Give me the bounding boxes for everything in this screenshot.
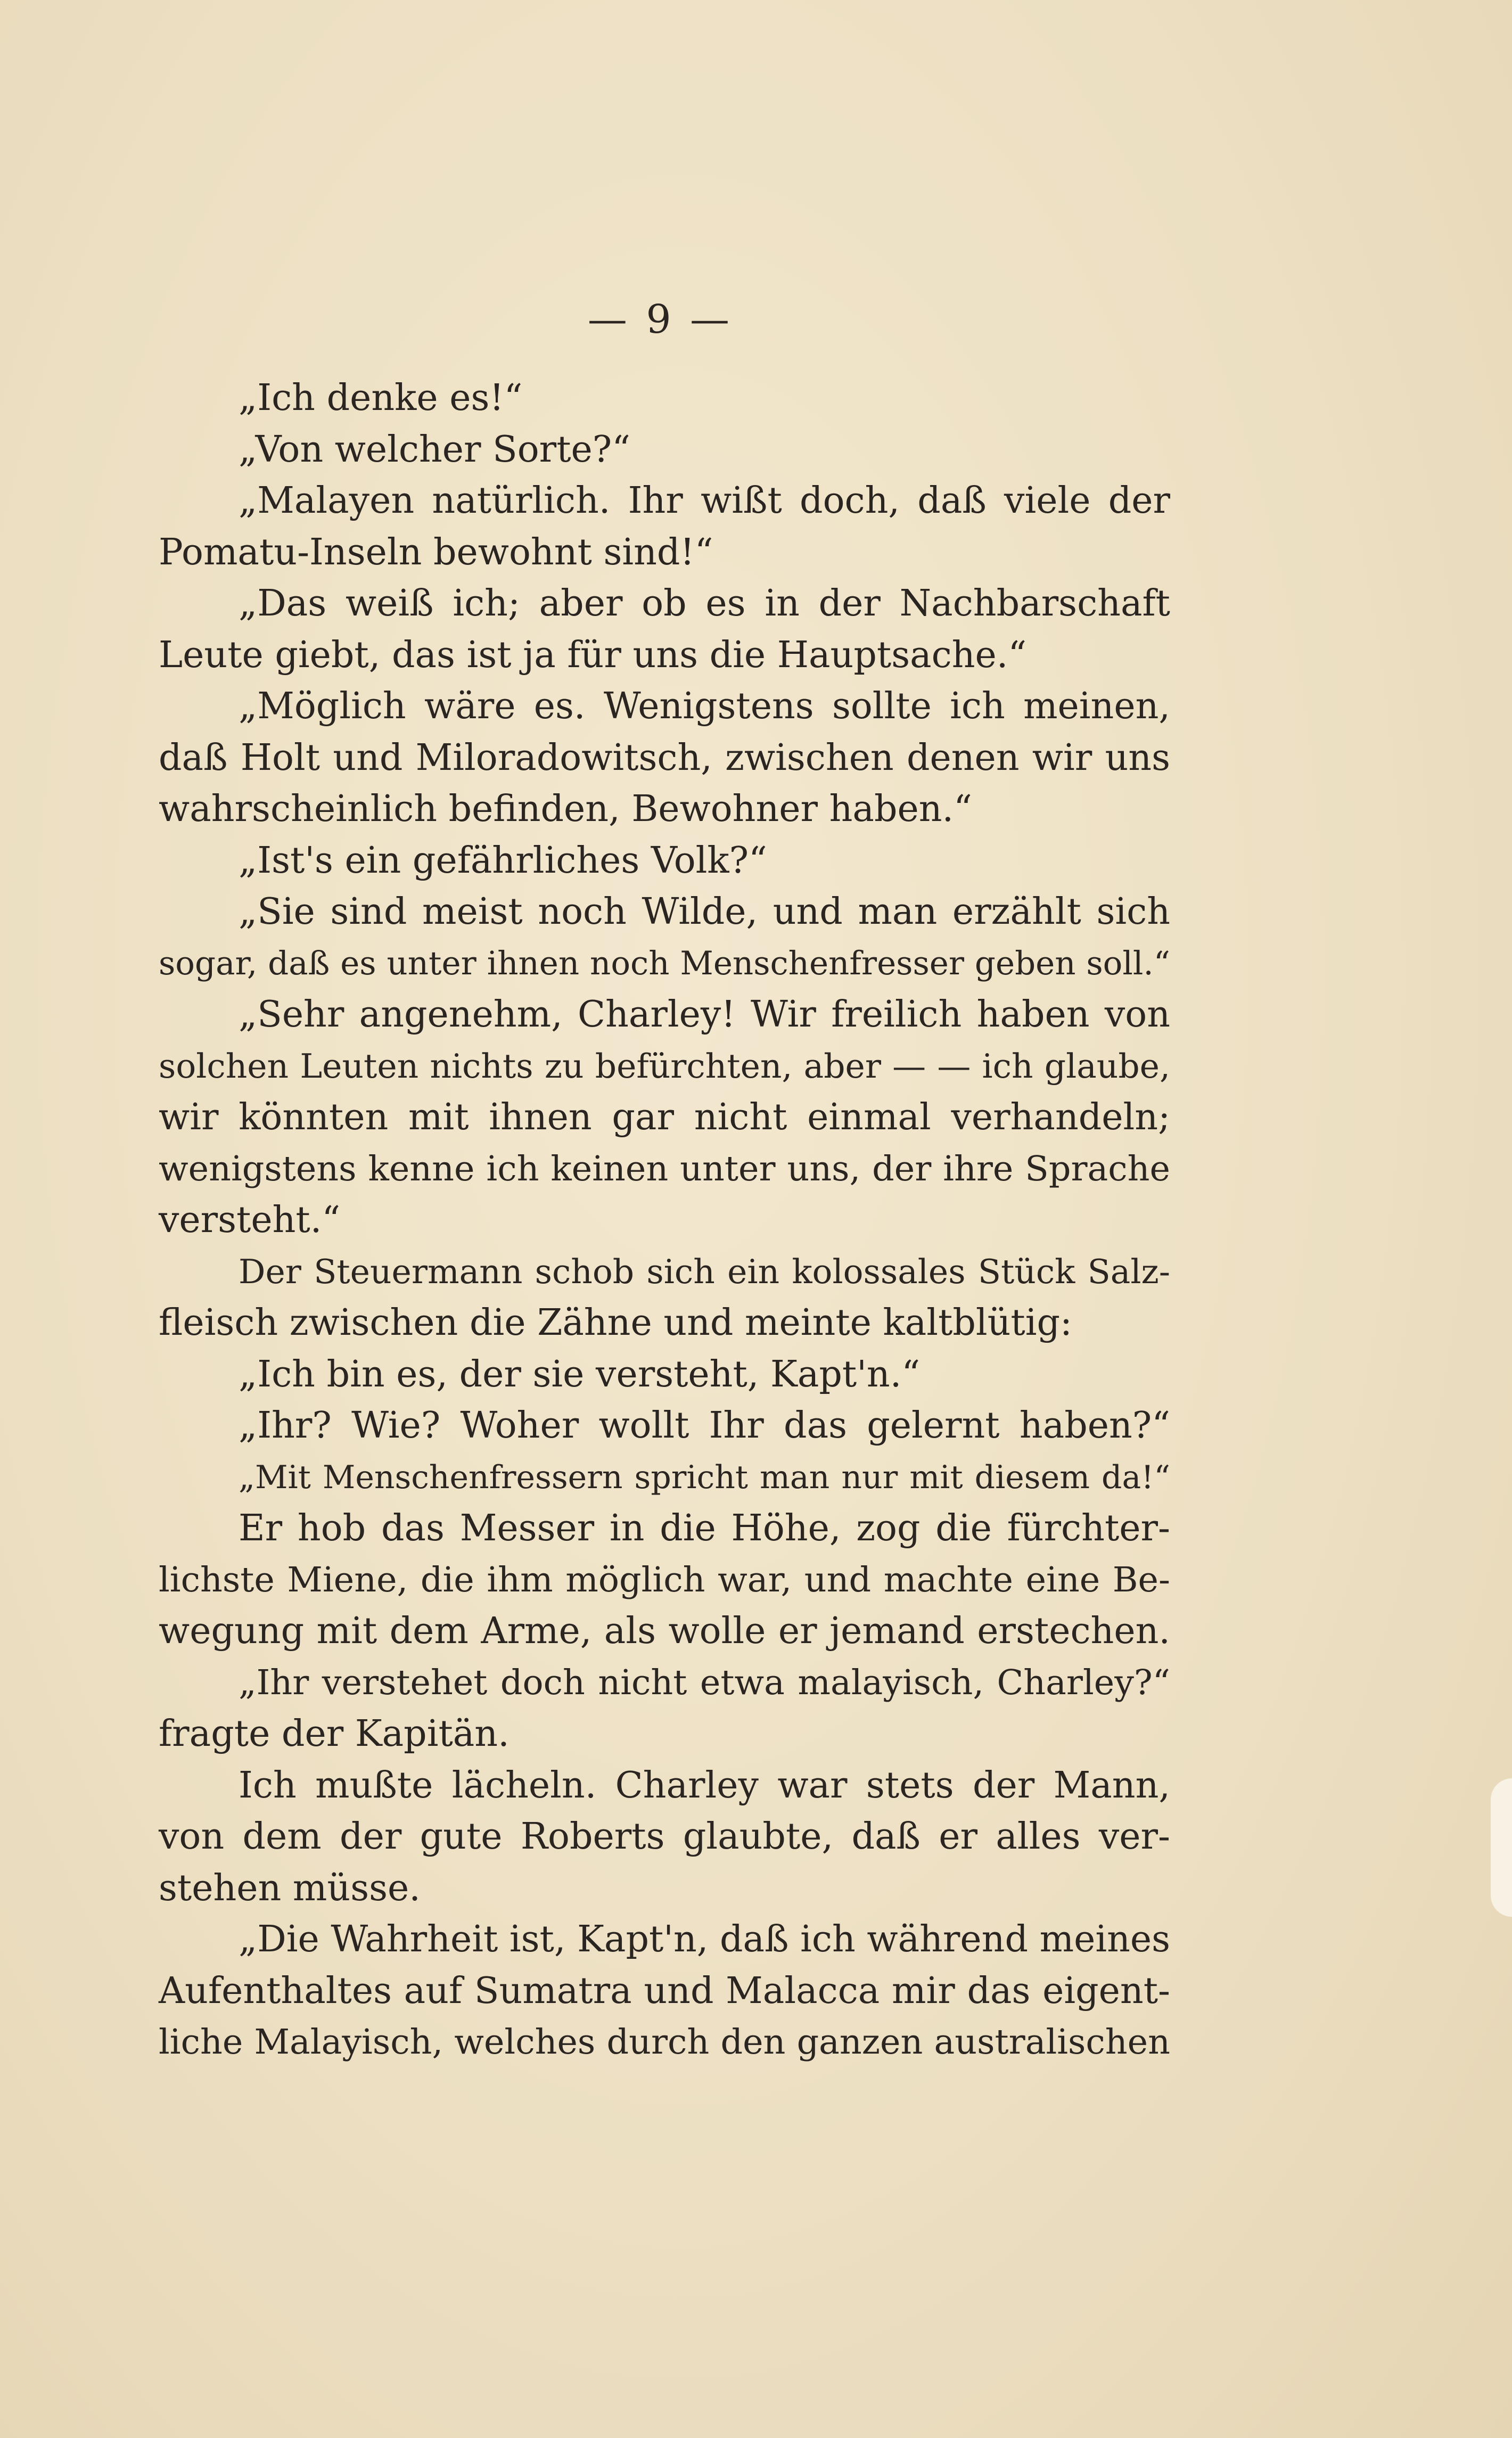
text-line: „Malayen natürlich. Ihr wißt doch, daß viele der xyxy=(239,480,1170,522)
text-line: „Sie sind meist noch Wilde, und man erzählt sich xyxy=(239,891,1170,933)
text-line: „Die Wahrheit ist, Kapt'n, daß ich während meines xyxy=(239,1918,1171,1960)
text-line: von dem der gute Roberts glaubte, daß er alles ver- xyxy=(159,1816,1170,1858)
text-line: wahrscheinlich befinden, Bewohner haben.“ xyxy=(159,788,972,830)
text-line: fragte der Kapitän. xyxy=(159,1713,510,1755)
text-line: „Mit Menschenfressern spricht man nur mit diesem da!“ xyxy=(239,1458,1170,1496)
page-number: — 9 — xyxy=(587,297,733,342)
text-line: Er hob das Messer in die Höhe, zog die fürchter- xyxy=(239,1507,1170,1549)
body-text xyxy=(159,373,1170,2068)
text-line: „Möglich wäre es. Wenigstens sollte ich meinen, xyxy=(239,685,1170,727)
text-line: „Von welcher Sorte?“ xyxy=(239,428,630,471)
text-line: lichste Miene, die ihm möglich war, und machte eine Be- xyxy=(159,1559,1170,1600)
text-line: liche Malayisch, welches durch den ganzen australischen xyxy=(159,2022,1170,2062)
text-line: „Das weiß ich; aber ob es in der Nachbarschaft xyxy=(239,582,1170,625)
text-line: sogar, daß es unter ihnen noch Menschenfresser geben soll.“ xyxy=(159,944,1170,982)
text-line: „Ihr verstehet doch nicht etwa malayisch, Charley?“ xyxy=(239,1662,1170,1703)
text-line: stehen müsse. xyxy=(159,1867,421,1909)
text-line: wegung mit dem Arme, als wolle er jemand erstechen. xyxy=(159,1610,1170,1652)
text-line: „Ich denke es!“ xyxy=(239,377,523,419)
text-line: fleisch zwischen die Zähne und meinte kaltblütig: xyxy=(159,1302,1072,1344)
text-line: Aufenthaltes auf Sumatra und Malacca mir das eigent- xyxy=(159,1969,1170,2012)
text-line: Der Steuermann schob sich ein kolossales Stück Salz- xyxy=(239,1252,1170,1291)
text-line: versteht.“ xyxy=(159,1199,341,1241)
text-line: Ich mußte lächeln. Charley war stets der Mann, xyxy=(239,1764,1170,1807)
text-line: „Ihr? Wie? Woher wollt Ihr das gelernt haben?“ xyxy=(239,1405,1170,1447)
text-line: Pomatu-Inseln bewohnt sind!“ xyxy=(159,531,713,573)
text-line: „Ich bin es, der sie versteht, Kapt'n.“ xyxy=(239,1353,921,1396)
text-line: solchen Leuten nichts zu befürchten, aber — — ich glaube, xyxy=(159,1046,1170,1086)
text-line: Leute giebt, das ist ja für uns die Hauptsache.“ xyxy=(159,634,1027,676)
text-line: wenigstens kenne ich keinen unter uns, der ihre Sprache xyxy=(159,1148,1170,1189)
text-line: daß Holt und Miloradowitsch, zwischen denen wir uns xyxy=(159,736,1170,779)
torn-page-edge xyxy=(1491,1778,1512,1917)
text-line: „Sehr angenehm, Charley! Wir freilich haben von xyxy=(239,994,1170,1036)
text-line: wir könnten mit ihnen gar nicht einmal verhandeln; xyxy=(159,1096,1170,1138)
text-line: „Ist's ein gefährliches Volk?“ xyxy=(239,839,767,882)
